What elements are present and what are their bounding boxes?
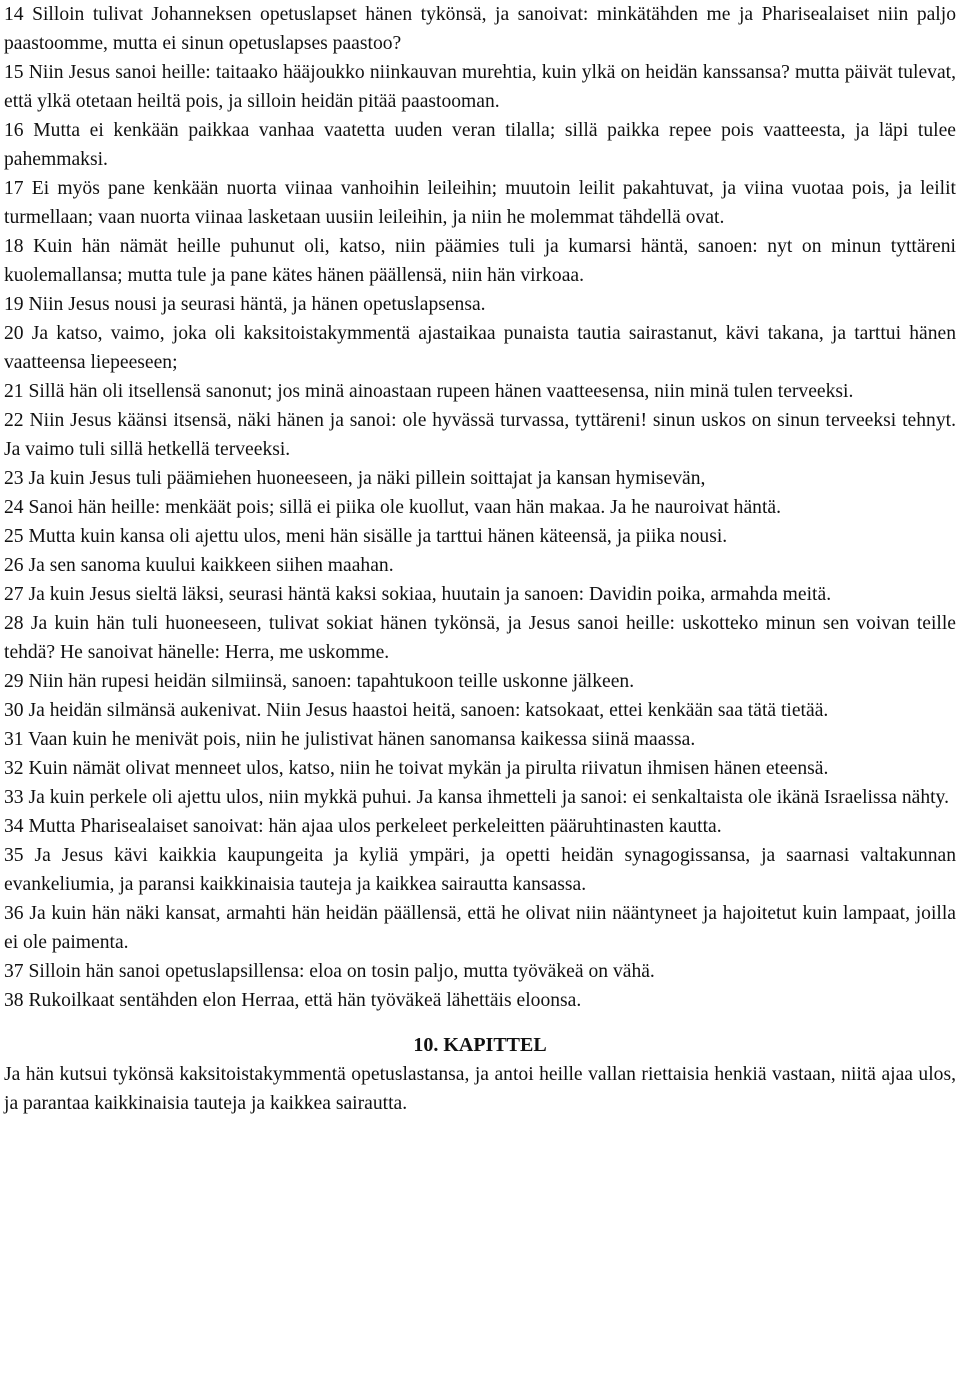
verse-36: 36 Ja kuin hän näki kansat, armahti hän heidän päällensä, että he olivat niin nääntyneet ja hajoitetut kuin lampaat, joilla ei ole paimenta. [4,903,956,953]
verse-26: 26 Ja sen sanoma kuului kaikkeen siihen maahan. [4,555,394,576]
verse-17: 17 Ei myös pane kenkään nuorta viinaa vanhoihin leileihin; muutoin leilit pakahtuvat, ja viina vuotaa pois, ja leilit turmellaan; vaan nuorta viinaa lasketaan uusiin leileihin, ja niin he molemmat tähdellä ovat. [4,178,956,228]
chapter-intro: Ja hän kutsui tykönsä kaksitoistakymmentä opetuslastansa, ja antoi heille vallan riettaisia henkiä vastaan, niitä ajaa ulos, ja parantaa kaikkinaisia tauteja ja kaikkea sairautta. [4,1064,956,1114]
verse-35: 35 Ja Jesus kävi kaikkia kaupungeita ja kyliä ympäri, ja opetti heidän synagogissansa, ja saarnasi valtakunnan evankeliumia, ja paransi kaikkinaisia tauteja ja kaikkea sairautta kansassa. [4,845,956,895]
verse-list [4,0,956,1015]
verse-21: 21 Sillä hän oli itsellensä sanonut; jos minä ainoastaan rupeen hänen vaatteesensa, niin minä tulen terveeksi. [4,381,854,402]
verse-20: 20 Ja katso, vaimo, joka oli kaksitoistakymmentä ajastaikaa punaista tautia sairastanut, kävi takana, ja tarttui hänen vaatteensa liepeeseen; [4,323,956,373]
verse-19: 19 Niin Jesus nousi ja seurasi häntä, ja hänen opetuslapsensa. [4,294,486,315]
verse-28: 28 Ja kuin hän tuli huoneeseen, tulivat sokiat hänen tykönsä, ja Jesus sanoi heille: uskotteko minun sen voivan teille tehdä? He sanoivat hänelle: Herra, me uskomme. [4,613,956,663]
verse-31: 31 Vaan kuin he menivät pois, niin he julistivat hänen sanomansa kaikessa siinä maassa. [4,729,696,750]
verse-16: 16 Mutta ei kenkään paikkaa vanhaa vaatetta uuden veran tilalla; sillä paikka repee pois vaatteesta, ja läpi tulee pahemmaksi. [4,120,956,170]
verse-34: 34 Mutta Pharisealaiset sanoivat: hän ajaa ulos perkeleet perkeleitten pääruhtinasten kautta. [4,816,722,837]
verse-15: 15 Niin Jesus sanoi heille: taitaako hääjoukko niinkauvan murehtia, kuin ylkä on heidän kanssansa? mutta päivät tulevat, että ylkä otetaan heiltä pois, ja silloin heidän pitää paastooman. [4,62,956,112]
verse-33: 33 Ja kuin perkele oli ajettu ulos, niin mykkä puhui. Ja kansa ihmetteli ja sanoi: ei senkaltaista ole ikänä Israelissa nähty. [4,787,949,808]
verse-27: 27 Ja kuin Jesus sieltä läksi, seurasi häntä kaksi sokiaa, huutain ja sanoen: Davidin poika, armahda meitä. [4,584,832,605]
verse-25: 25 Mutta kuin kansa oli ajettu ulos, meni hän sisälle ja tarttui hänen käteensä, ja piika nousi. [4,526,728,547]
verse-14: 14 Silloin tulivat Johanneksen opetuslapset hänen tykönsä, ja sanoivat: minkätähden me ja Pharisealaiset niin paljo paastoomme, mutta ei sinun opetuslapses paastoo? [4,4,956,54]
chapter-heading: 10. KAPITTEL [413,1034,547,1056]
verse-30: 30 Ja heidän silmänsä aukenivat. Niin Jesus haastoi heitä, sanoen: katsokaat, ettei kenkään saa tätä tietää. [4,700,829,721]
verse-24: 24 Sanoi hän heille: menkäät pois; sillä ei piika ole kuollut, vaan hän makaa. Ja he nauroivat häntä. [4,497,781,518]
verse-32: 32 Kuin nämät olivat menneet ulos, katso, niin he toivat mykän ja pirulta riivatun ihmisen hänen eteensä. [4,758,829,779]
verse-37: 37 Silloin hän sanoi opetuslapsillensa: eloa on tosin paljo, mutta työväkeä on vähä. [4,961,655,982]
verse-38: 38 Rukoilkaat sentähden elon Herraa, että hän työväkeä lähettäis eloonsa. [4,990,582,1011]
verse-22: 22 Niin Jesus käänsi itsensä, näki hänen ja sanoi: ole hyvässä turvassa, tyttäreni! sinun uskos on sinun terveeksi tehnyt. Ja vaimo tuli sillä hetkellä terveeksi. [4,410,956,460]
verse-18: 18 Kuin hän nämät heille puhunut oli, katso, niin päämies tuli ja kumarsi häntä, sanoen: nyt on minun tyttäreni kuolemallansa; mutta tule ja pane kätes hänen päällensä, niin hän virkoaa. [4,236,956,286]
verse-29: 29 Niin hän rupesi heidän silmiinsä, sanoen: tapahtukoon teille uskonne jälkeen. [4,671,635,692]
verse-23: 23 Ja kuin Jesus tuli päämiehen huoneeseen, ja näki pillein soittajat ja kansan hymisevän, [4,468,706,489]
